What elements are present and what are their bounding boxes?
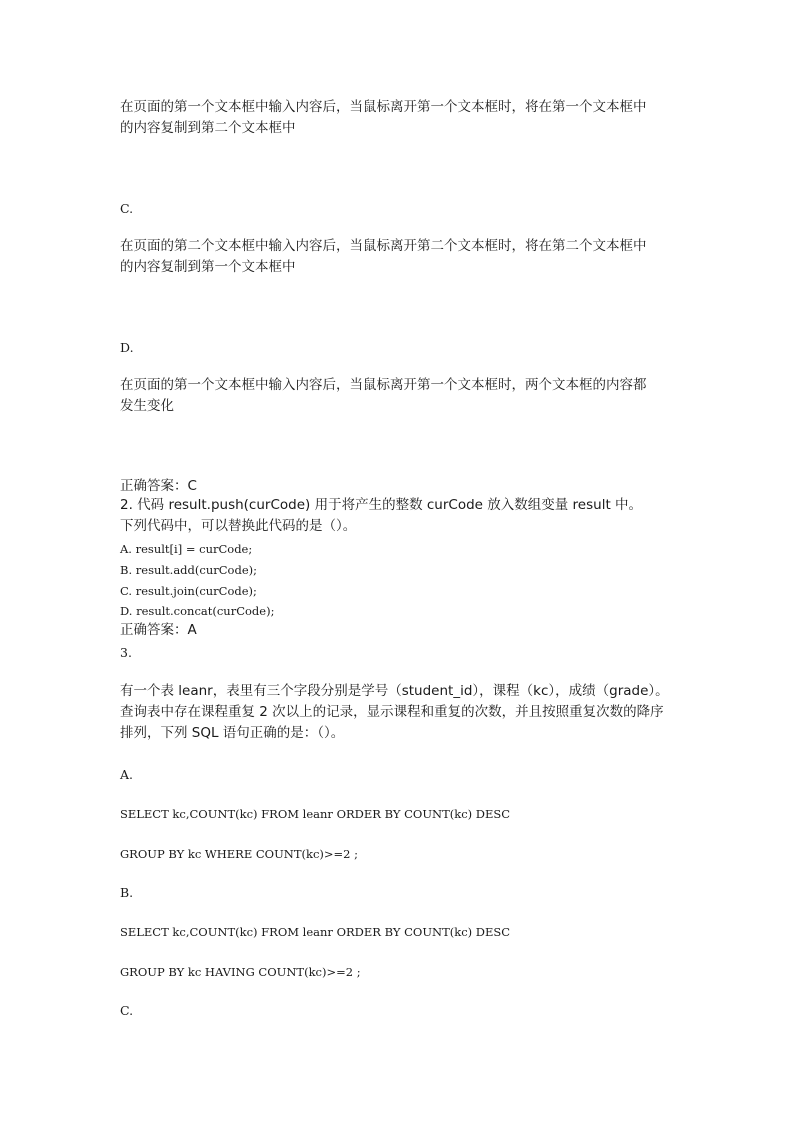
- q1-option-b-text-line2: 的内容复制到第二个文本框中: [120, 120, 296, 136]
- q1-option-b-text-line1: 在页面的第一个文本框中输入内容后，当鼠标离开第一个文本框时，将在第一个文本框中: [120, 99, 647, 115]
- q3-option-a-line2: GROUP BY kc WHERE COUNT(kc)>=2 ;: [120, 847, 359, 861]
- q1-option-d-text-line2: 发生变化: [120, 398, 174, 414]
- q1-option-c-text-line2: 的内容复制到第一个文本框中: [120, 259, 296, 275]
- q3-option-b-line2: GROUP BY kc HAVING COUNT(kc)>=2 ;: [120, 965, 361, 979]
- q2-option-a: A. result[i] = curCode;: [120, 542, 253, 556]
- q3-option-c-label: C.: [120, 1003, 134, 1018]
- q1-option-c-text-line1: 在页面的第二个文本框中输入内容后，当鼠标离开第二个文本框时，将在第二个文本框中: [120, 238, 647, 254]
- q2-answer: 正确答案：A: [120, 622, 197, 638]
- q3-stem-line1: 有一个表 leanr，表里有三个字段分别是学号（student_id），课程（kc），成绩（grade）。: [120, 683, 669, 699]
- q2-stem-line2: 下列代码中，可以替换此代码的是（）。: [120, 518, 357, 534]
- q3-stem-line3: 排列，下列 SQL 语句正确的是：（）。: [120, 725, 345, 741]
- q1-option-d-text-line1: 在页面的第一个文本框中输入内容后，当鼠标离开第一个文本框时，两个文本框的内容都: [120, 377, 647, 393]
- q3-number: 3.: [120, 645, 132, 660]
- q3-option-b-line1: SELECT kc,COUNT(kc) FROM leanr ORDER BY COUNT(kc) DESC: [120, 925, 511, 939]
- q3-option-a-label: A.: [120, 767, 134, 782]
- q3-option-a-line1: SELECT kc,COUNT(kc) FROM leanr ORDER BY COUNT(kc) DESC: [120, 807, 511, 821]
- q1-option-d-label: D.: [120, 340, 134, 355]
- q1-answer: 正确答案：C: [120, 478, 197, 494]
- q1-option-c-label: C.: [120, 201, 134, 216]
- q2-option-b: B. result.add(curCode);: [120, 563, 257, 577]
- q2-option-c: C. result.join(curCode);: [120, 584, 257, 598]
- q3-stem-line2: 查询表中存在课程重复 2 次以上的记录，显示课程和重复的次数，并且按照重复次数的降序: [120, 704, 664, 720]
- q2-option-d: D. result.concat(curCode);: [120, 604, 275, 618]
- q3-option-b-label: B.: [120, 885, 134, 900]
- q2-stem-line1: 2. 代码 result.push(curCode) 用于将产生的整数 curCode 放入数组变量 result 中。: [120, 497, 643, 513]
